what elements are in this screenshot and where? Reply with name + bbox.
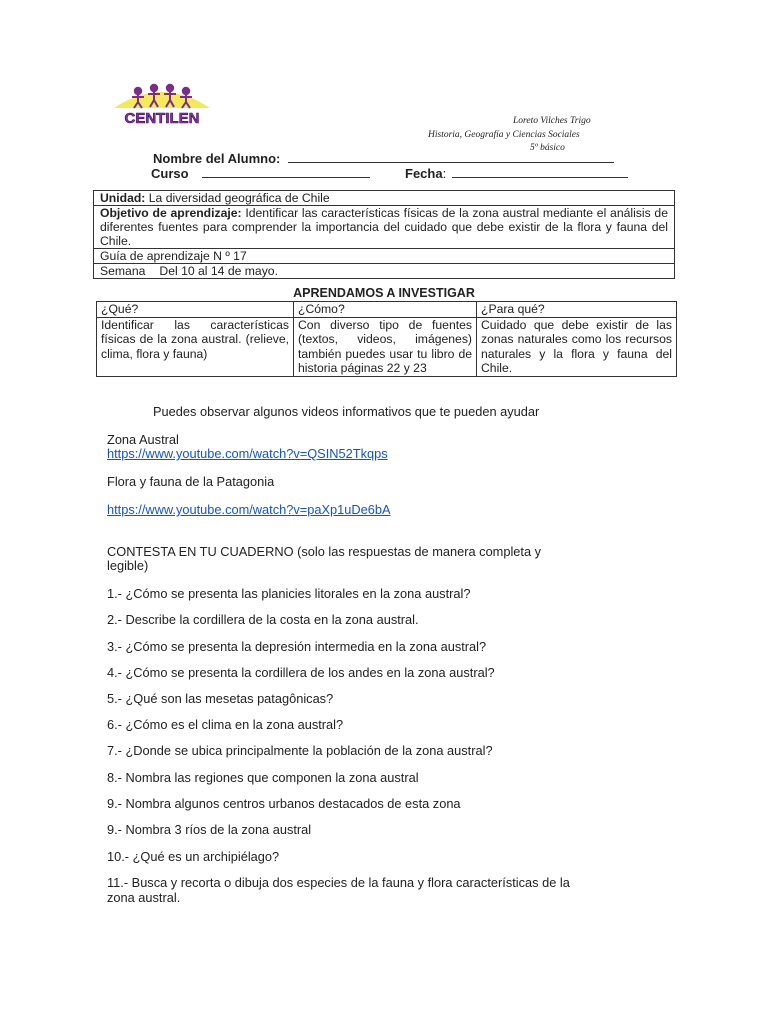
student-name-field[interactable] [153,151,614,166]
course-label: Curso [151,166,189,181]
cell-como: Con diverso tipo de fuentes (textos, videos, imágenes) también puedes usar tu libro de historia páginas 22 y 23 [294,317,477,376]
date-field[interactable] [405,166,628,181]
week-cell [94,264,675,279]
objective-row [94,206,675,249]
question-item: 6.- ¿Cómo es el clima en la zona austral? [107,717,344,732]
question-item: 9.- Nombra algunos centros urbanos destacados de esta zona [107,796,461,811]
unit-label: Unidad: [100,191,146,205]
student-name-label: Nombre del Alumno: [153,151,281,166]
question-item: 9.- Nombra 3 ríos de la zona austral [107,822,312,837]
date-colon: : [442,166,447,181]
question-item-continuation: zona austral. [107,890,181,905]
unit-table [93,190,675,279]
date-line [452,167,628,178]
instructions-line-1: CONTESTA EN TU CUADERNO (solo las respuestas de manera completa y [107,544,542,559]
section-heading: APRENDAMOS A INVESTIGAR [293,286,475,300]
video-title-2: Flora y fauna de la Patagonia [107,474,275,489]
header-que: ¿Qué? [97,302,294,318]
question-item: 10.- ¿Qué es un archipiélago? [107,849,280,864]
objective-value: Identificar las características físicas de la zona austral mediante el análisis de diferentes fuentes para comprender la importancia del cuidado que debe existir de la flora y fauna del Chile. [100,206,668,248]
student-name-line[interactable] [288,152,614,163]
header-para-que: ¿Para qué? [477,302,677,318]
week-value: Del 10 al 14 de mayo. [159,264,278,278]
week-label: Semana [100,264,146,278]
date-label: Fecha [405,166,443,181]
school-logo [104,80,220,126]
unit-value: La diversidad geográfica de Chile [145,191,330,205]
course-line[interactable] [202,167,370,178]
week-row [94,264,675,279]
cell-que: Identificar las características físicas de la zona austral. (relieve, clima, flora y fauna) [97,317,294,376]
objective-cell [94,206,675,249]
question-item: 4.- ¿Cómo se presenta la cordillera de los andes en la zona austral? [107,665,495,680]
investigate-body-row [97,317,677,376]
question-item: 3.- ¿Cómo se presenta la depresión intermedia en la zona austral? [107,639,487,654]
guide-row [94,249,675,264]
unit-cell [94,191,675,206]
unit-row [94,191,675,206]
question-item: 1.- ¿Cómo se presenta las planicies litorales en la zona austral? [107,586,471,601]
question-item: 8.- Nombra las regiones que componen la zona austral [107,770,419,785]
cell-para-que: Cuidado que debe existir de las zonas naturales como los recursos naturales y la flora y fauna del Chile. [477,317,677,376]
instructions-line-2: legible) [107,558,149,573]
course-field[interactable] [151,166,370,181]
objective-label: Objetivo de aprendizaje: [100,206,242,220]
teacher-subject: Historia, Geografía y Ciencias Sociales [428,130,580,140]
header-como: ¿Cómo? [294,302,477,318]
video-link-1[interactable]: https://www.youtube.com/watch?v=QSIN52Tkqps [107,446,388,461]
question-item: 7.- ¿Donde se ubica principalmente la población de la zona austral? [107,743,493,758]
guide-number: Guía de aprendizaje N º 17 [94,249,675,264]
logo-text: CENTILEN [124,110,200,126]
teacher-name: Loreto Vilches Trigo [513,116,591,126]
question-item: 5.- ¿Qué son las mesetas patagônicas? [107,691,334,706]
investigate-table [96,301,677,377]
video-title-1: Zona Austral [107,432,179,447]
question-item: 11.- Busca y recorta o dibuja dos especies de la fauna y flora características de la [107,875,570,890]
videos-intro: Puedes observar algunos videos informativos que te pueden ayudar [153,404,540,419]
question-item: 2.- Describe la cordillera de la costa en la zona austral. [107,612,419,627]
teacher-grade: 5º básico [530,143,565,153]
video-link-2[interactable]: https://www.youtube.com/watch?v=paXp1uDe6bA [107,502,391,517]
investigate-header-row [97,302,677,318]
